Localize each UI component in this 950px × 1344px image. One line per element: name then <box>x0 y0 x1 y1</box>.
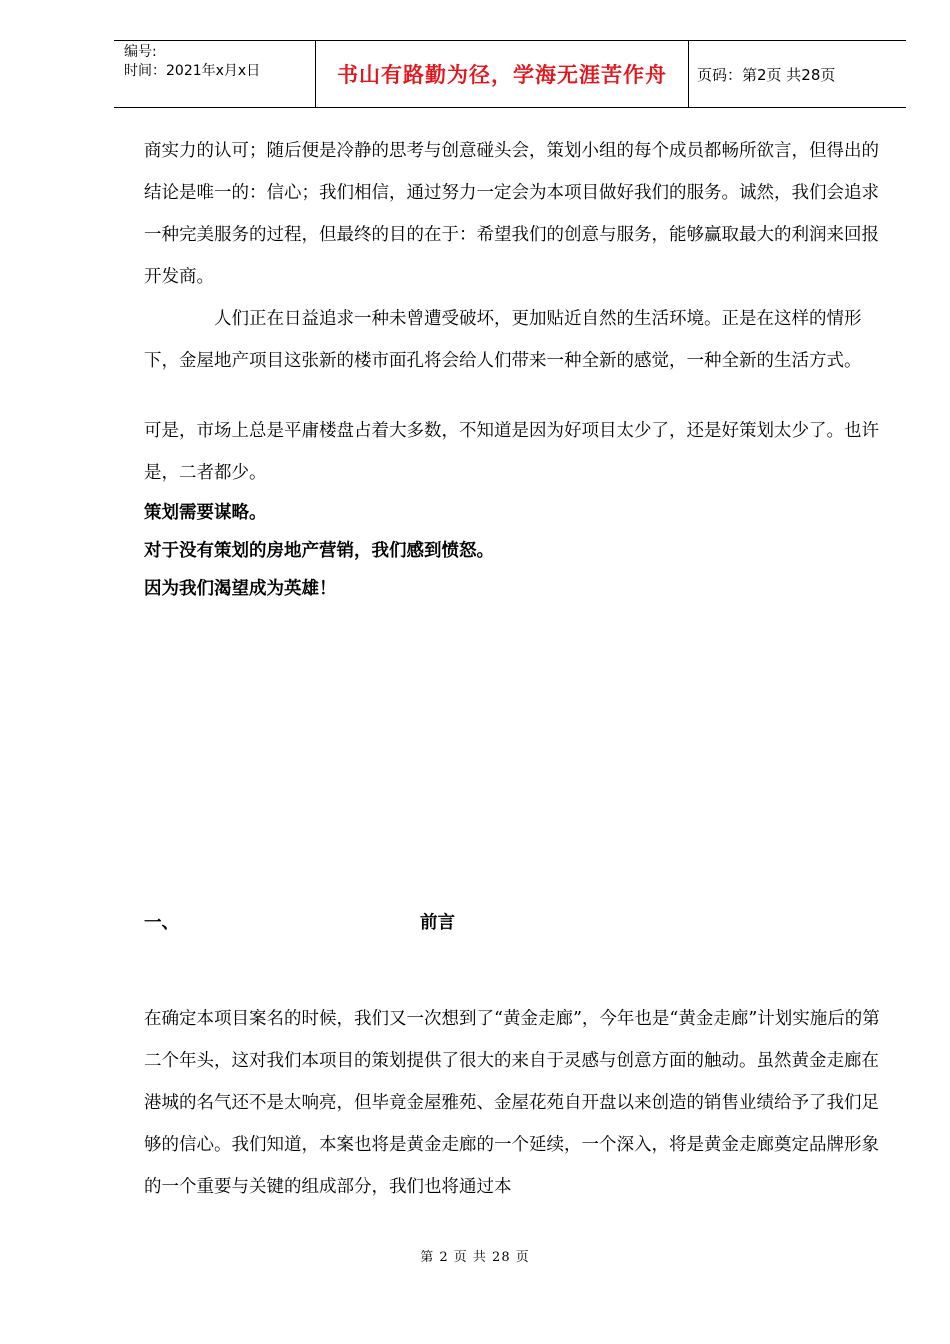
section-number: 一、 <box>144 913 179 933</box>
body-content <box>144 130 884 608</box>
paragraph-gap <box>144 382 884 410</box>
page-header <box>114 40 906 108</box>
bold-line: 因为我们渴望成为英雄！ <box>144 579 337 599</box>
paragraph: 人们正在日益追求一种未曾遭受破坏，更加贴近自然的生活环境。正是在这样的情形下，金屋地产项目这张新的楼市面孔将会给人们带来一种全新的感觉，一种全新的生活方式。 <box>144 309 862 371</box>
header-page-info: 页码：第2页 共28页 <box>697 65 836 84</box>
paragraph: 商实力的认可；随后便是冷静的思考与创意碰头会，策划小组的每个成员都畅所欲言，但得出的结论是唯一的：信心；我们相信，通过努力一定会为本项目做好我们的服务。诚然，我们会追求一种完美服务的过程，但最终的目的在于：希望我们的创意与服务，能够赢取最大的利润来回报开发商。 <box>144 141 879 287</box>
bold-line: 对于没有策划的房地产营销，我们感到愤怒。 <box>144 541 494 561</box>
header-motto: 书山有路勤为径，学海无涯苦作舟 <box>316 41 689 107</box>
section-title: 前言 <box>420 913 455 933</box>
bold-line: 策划需要谋略。 <box>144 503 267 523</box>
paragraph: 可是，市场上总是平庸楼盘占着大多数，不知道是因为好项目太少了，还是好策划太少了。也许是，二者都少。 <box>144 421 879 483</box>
page-footer: 第 2 页 共 28 页 <box>420 1250 530 1265</box>
section-content <box>144 980 884 1225</box>
header-meta <box>114 41 316 107</box>
serial-label: 编号: <box>124 44 157 60</box>
paragraph: 在确定本项目案名的时候，我们又一次想到了“黄金走廊”，今年也是“黄金走廊”计划实施后的第二个年头，这对我们本项目的策划提供了很大的来自于灵感与创意方面的触动。虽然黄金走廊在港城的名气还不是太响亮，但毕竟金屋雅苑、金屋花苑自开盘以来创造的销售业绩给予了我们足够的信心。我们知道，本案也将是黄金走廊的一个延续，一个深入，将是黄金走廊奠定品牌形象的一个重要与关键的组成部分，我们也将通过本 <box>144 1008 880 1197</box>
time-label: 时间：2021年x月x日 <box>124 63 261 79</box>
